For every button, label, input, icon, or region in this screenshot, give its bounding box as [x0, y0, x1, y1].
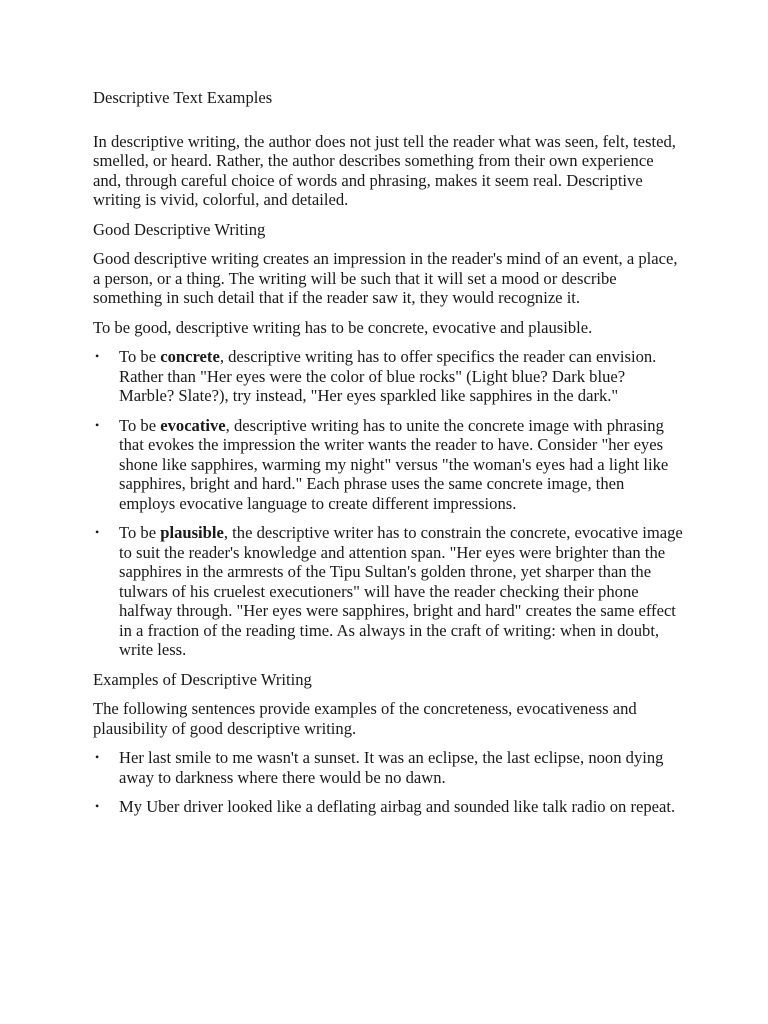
examples-list — [93, 748, 683, 817]
bullet-icon: • — [95, 750, 100, 764]
section-heading-examples: Examples of Descriptive Writing — [93, 669, 312, 689]
list-item-concrete — [93, 347, 683, 406]
bullet-icon: • — [95, 417, 100, 432]
list-item — [93, 748, 683, 787]
list-item-text: , descriptive writing has to unite the concrete image with phrasing that evokes the impression the writer wants the reader to have. Consider "her eyes shone like sapphires, warming my night" versus "the woman's eyes had a light like sapphires, bright and hard." Each phrase uses the same concrete image, then employs evocative language to create different impressions. — [119, 415, 669, 513]
list-item-evocative — [93, 416, 683, 514]
list-item-prefix: To be — [119, 415, 161, 435]
list-item-prefix: To be — [119, 347, 161, 366]
section-heading-good-descriptive-writing: Good Descriptive Writing — [93, 219, 266, 239]
keyword-evocative: evocative — [160, 415, 226, 435]
list-item — [93, 797, 683, 817]
bullet-icon: • — [95, 349, 100, 363]
list-item-plausible — [93, 523, 683, 660]
list-item-text: My Uber driver looked like a deflating airbag and sounded like talk radio on repeat. — [119, 797, 676, 816]
list-item-prefix: To be — [119, 523, 161, 542]
keyword-plausible: plausible — [160, 523, 224, 542]
bullet-icon: • — [95, 799, 100, 813]
document-title: Descriptive Text Examples — [93, 88, 273, 107]
list-item-text: Her last smile to me wasn't a sunset. It was an eclipse, the last eclipse, noon dying away to darkness where there would be no dawn. — [119, 748, 664, 787]
qualities-list — [93, 347, 683, 660]
list-item-text: , the descriptive writer has to constrain the concrete, evocative image to suit the reader's knowledge and attention span. "Her eyes were brighter than the sapphires in the armrests of the Tipu Sultan's golden throne, yet sharper than the tulwars of his cruelest executioners" will have the reader checking their phone halfway through. "Her eyes were sapphires, bright and hard" creates the same effect in a fraction of the reading time. As always in the craft of writing: when in doubt, write less. — [119, 523, 683, 659]
list-item-text: , descriptive writing has to offer specifics the reader can envision. Rather than "Her eyes were the color of blue rocks" (Light blue? Dark blue? Marble? Slate?), try instead, "Her eyes sparkled like sapphires in the dark." — [119, 347, 657, 405]
good-writing-summary: To be good, descriptive writing has to be concrete, evocative and plausible. — [93, 317, 593, 337]
intro-paragraph: In descriptive writing, the author does not just tell the reader what was seen, felt, tested, smelled, or heard. Rather, the author describes something from their own experience and, through careful choice of words and phrasing, makes it seem real. Descriptive writing is vivid, colorful, and detailed. — [93, 131, 676, 209]
document-page — [93, 88, 683, 827]
good-writing-paragraph: Good descriptive writing creates an impression in the reader's mind of an event, a place, a person, or a thing. The writing will be such that it will set a mood or describe something in such detail that if the reader saw it, they would recognize it. — [93, 249, 678, 307]
keyword-concrete: concrete — [160, 347, 220, 366]
bullet-icon: • — [95, 525, 100, 539]
examples-intro-paragraph: The following sentences provide examples of the concreteness, evocativeness and plausibility of good descriptive writing. — [93, 699, 637, 738]
